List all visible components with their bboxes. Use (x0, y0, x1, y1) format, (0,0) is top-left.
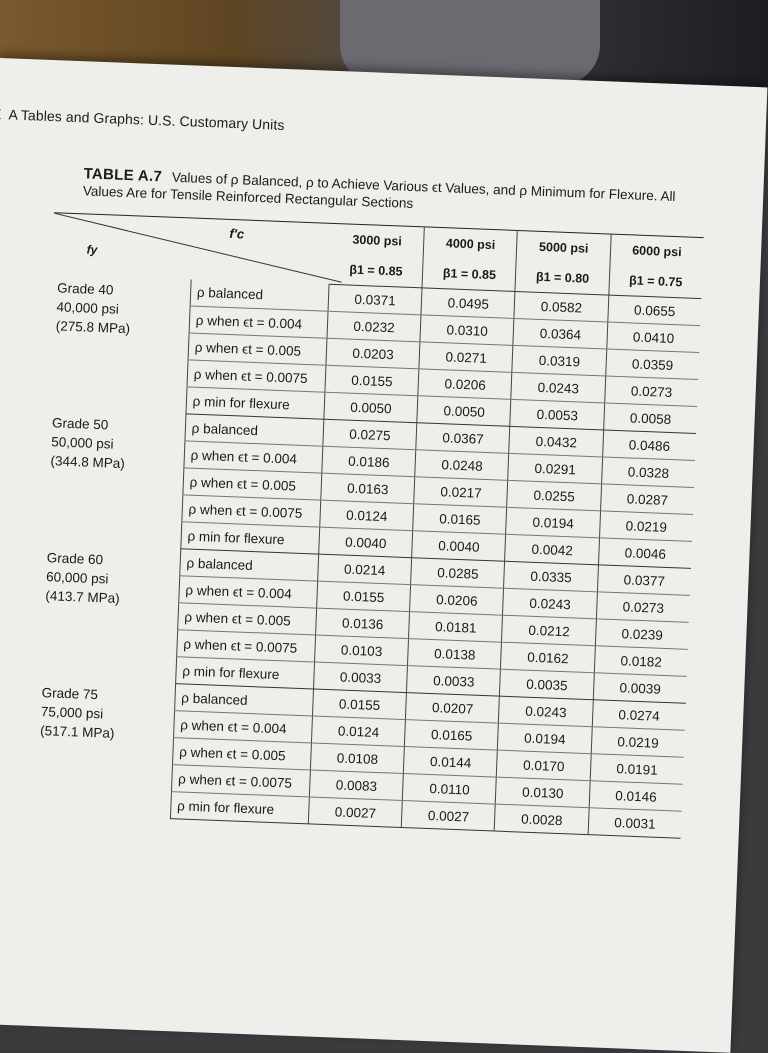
row-label: ρ when ϵt = 0.0075 (171, 765, 310, 797)
row-label: ρ when ϵt = 0.004 (178, 576, 317, 608)
table-cell: 0.0130 (496, 777, 590, 808)
col-header-strength: 5000 psi (517, 231, 611, 265)
row-label: ρ balanced (180, 549, 319, 581)
table-cell: 0.0194 (506, 507, 600, 538)
table-cell: 0.0136 (316, 608, 410, 639)
table-cell: 0.0203 (326, 338, 420, 369)
row-label: ρ when ϵt = 0.0075 (187, 360, 326, 392)
table-cell: 0.0155 (325, 365, 419, 396)
table-cell: 0.0144 (404, 747, 498, 778)
row-label: ρ when ϵt = 0.004 (189, 306, 328, 338)
caption-text: Values of ρ Balanced, ρ to Achieve Various ϵt Values, and ρ Minimum for Flexure. All Values Are for Tensile Reinforced Rectangular Sections (82, 169, 676, 211)
table-cell: 0.0243 (503, 588, 597, 619)
table-cell: 0.0040 (319, 527, 413, 558)
table-cell: 0.0377 (597, 565, 691, 596)
table-cell: 0.0486 (602, 430, 696, 461)
table-cell: 0.0053 (510, 399, 604, 430)
table-cell: 0.0039 (593, 673, 687, 704)
table-cell: 0.0194 (498, 723, 592, 754)
table-cell: 0.0124 (320, 500, 414, 531)
table-cell: 0.0050 (417, 396, 511, 427)
caption-label: TABLE A.7 (83, 165, 163, 186)
col-header-strength: 3000 psi (330, 223, 424, 257)
table-cell: 0.0050 (324, 392, 418, 423)
row-label: ρ when ϵt = 0.005 (177, 603, 316, 635)
table-cell: 0.0033 (313, 662, 407, 693)
header-mark (0, 106, 2, 122)
table-cell: 0.0058 (603, 403, 697, 434)
table-cell: 0.0027 (308, 797, 402, 828)
table-cell: 0.0274 (592, 700, 686, 731)
table-cell: 0.0155 (317, 581, 411, 612)
grade-psi: 50,000 psi (51, 433, 114, 452)
row-label: ρ when ϵt = 0.0075 (176, 630, 315, 662)
grade-label-cell (41, 409, 185, 549)
table-cell: 0.0027 (401, 800, 495, 831)
col-header-beta: β1 = 0.85 (329, 254, 423, 288)
table-cell: 0.0239 (595, 619, 689, 650)
row-label: ρ min for flexure (186, 387, 325, 419)
table-caption (83, 165, 684, 222)
grade-psi: 60,000 psi (45, 568, 109, 587)
col-header-beta: β1 = 0.85 (422, 257, 516, 291)
table-cell: 0.0162 (501, 642, 595, 673)
table-cell: 0.0232 (327, 311, 421, 342)
table-cell: 0.0328 (601, 457, 695, 488)
row-label: ρ when ϵt = 0.0075 (182, 495, 321, 527)
table-cell: 0.0186 (322, 446, 416, 477)
table-cell: 0.0212 (502, 615, 596, 646)
table-cell: 0.0291 (508, 453, 602, 484)
table-cell: 0.0163 (321, 473, 415, 504)
table-cell: 0.0028 (495, 804, 589, 835)
corner-fy-label: fy (86, 242, 98, 257)
table-cell: 0.0432 (509, 426, 603, 457)
corner-cell (52, 213, 332, 285)
table-cell: 0.0042 (505, 534, 599, 565)
row-label: ρ min for flexure (175, 657, 314, 689)
table-cell: 0.0033 (407, 666, 501, 697)
grade-name: Grade 50 (51, 414, 109, 432)
table-cell: 0.0165 (413, 504, 507, 535)
table-cell: 0.0181 (409, 612, 503, 643)
table-cell: 0.0046 (598, 538, 692, 569)
row-label: ρ when ϵt = 0.005 (188, 333, 327, 365)
row-label: ρ min for flexure (181, 522, 320, 554)
table-cell: 0.0182 (594, 646, 688, 677)
table-cell: 0.0371 (328, 284, 422, 315)
table-cell: 0.0582 (514, 291, 608, 322)
row-label: ρ when ϵt = 0.005 (183, 468, 322, 500)
grade-name: Grade 75 (41, 684, 99, 702)
table-cell: 0.0103 (315, 635, 409, 666)
table-cell: 0.0214 (318, 554, 412, 585)
row-label: ρ balanced (174, 684, 313, 716)
grade-mpa: (413.7 MPa) (45, 587, 120, 606)
table-cell: 0.0031 (588, 808, 682, 839)
row-label: ρ when ϵt = 0.004 (184, 441, 323, 473)
table-cell: 0.0170 (497, 750, 591, 781)
table-cell: 0.0108 (310, 743, 404, 774)
table-cell: 0.0243 (499, 696, 593, 727)
row-label: ρ balanced (185, 414, 324, 446)
corner-fc-label: f′c (229, 225, 245, 242)
grade-name: Grade 40 (56, 279, 114, 298)
table-cell: 0.0217 (414, 477, 508, 508)
table-cell: 0.0271 (419, 342, 513, 373)
reinforcement-ratio-table (31, 212, 704, 839)
table-cell: 0.0219 (591, 727, 685, 758)
col-header-beta: β1 = 0.75 (609, 265, 703, 299)
table-cell: 0.0040 (412, 531, 506, 562)
table-cell: 0.0310 (420, 315, 514, 346)
table-cell: 0.0110 (403, 774, 497, 805)
row-label: ρ min for flexure (170, 792, 309, 824)
table-cell: 0.0124 (311, 716, 405, 747)
table-cell: 0.0273 (596, 592, 690, 623)
table-cell: 0.0191 (590, 754, 684, 785)
table-cell: 0.0319 (512, 345, 606, 376)
col-header-strength: 4000 psi (423, 227, 517, 261)
table-cell: 0.0206 (410, 585, 504, 616)
table-cell: 0.0206 (418, 369, 512, 400)
table-cell: 0.0367 (416, 423, 510, 454)
table-cell: 0.0248 (415, 450, 509, 481)
table-cell: 0.0285 (411, 558, 505, 589)
grade-mpa: (344.8 MPa) (50, 452, 126, 471)
grade-name: Grade 60 (46, 549, 104, 567)
grade-psi: 75,000 psi (40, 703, 104, 721)
table-cell: 0.0146 (589, 781, 683, 812)
table-cell: 0.0035 (500, 669, 594, 700)
grade-label-cell (36, 543, 180, 683)
row-label: ρ when ϵt = 0.005 (172, 738, 311, 770)
table-cell: 0.0364 (513, 318, 607, 349)
row-label: ρ when ϵt = 0.004 (173, 711, 312, 743)
grade-mpa: (517.1 MPa) (39, 722, 115, 741)
table-cell: 0.0287 (600, 484, 694, 515)
grade-label-cell (47, 274, 191, 414)
table-cell: 0.0255 (507, 480, 601, 511)
col-header-strength: 6000 psi (610, 234, 704, 268)
table-cell: 0.0083 (309, 770, 403, 801)
table-cell: 0.0495 (421, 288, 515, 319)
grade-mpa: (275.8 MPa) (55, 317, 131, 336)
grade-psi: 40,000 psi (56, 298, 120, 317)
table-cell: 0.0165 (405, 720, 499, 751)
table-cell: 0.0207 (406, 693, 500, 724)
book-page (0, 58, 767, 1053)
table-cell: 0.0155 (312, 689, 406, 720)
page-header (0, 106, 285, 133)
table-cell: 0.0275 (323, 419, 417, 450)
table-cell: 0.0138 (408, 639, 502, 670)
col-header-beta: β1 = 0.80 (515, 261, 609, 295)
table-cell: 0.0359 (605, 349, 699, 380)
table-wrapper (31, 212, 704, 839)
row-label: ρ balanced (190, 279, 329, 311)
grade-label-cell (31, 678, 175, 818)
table-cell: 0.0410 (607, 322, 701, 353)
header-text: A Tables and Graphs: U.S. Customary Units (8, 106, 285, 133)
table-cell: 0.0655 (608, 295, 702, 326)
table-cell: 0.0219 (599, 511, 693, 542)
table-cell: 0.0273 (604, 376, 698, 407)
table-cell: 0.0243 (511, 372, 605, 403)
table-cell: 0.0335 (504, 561, 598, 592)
